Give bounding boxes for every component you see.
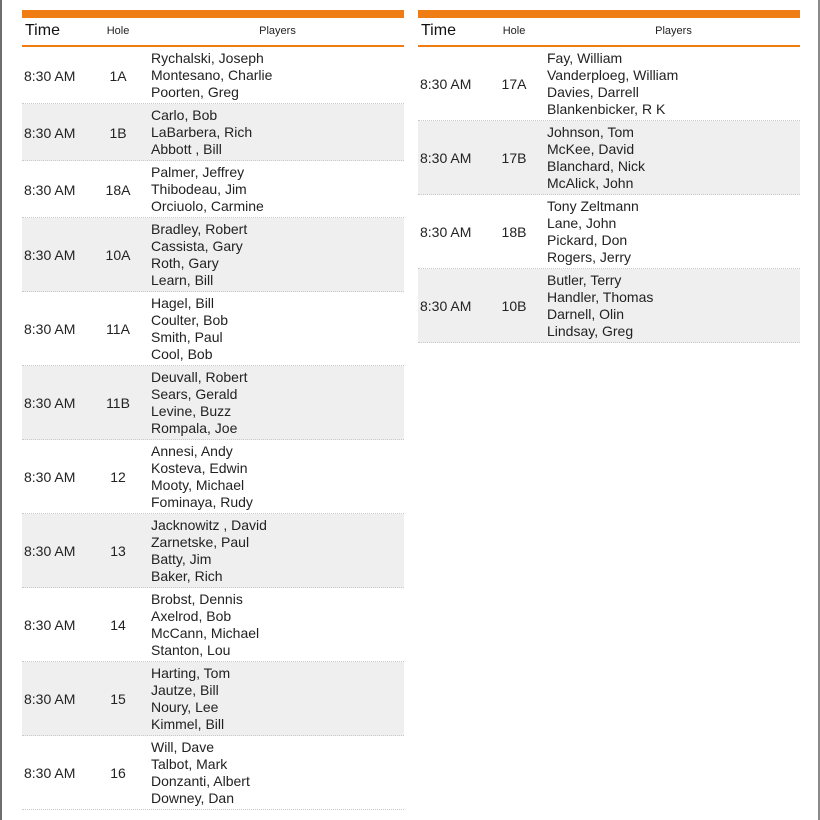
tee-time: 8:30 AM: [24, 691, 76, 707]
header-hole: Hole: [502, 25, 526, 37]
hole-number: 13: [110, 543, 126, 559]
tee-time: 8:30 AM: [420, 224, 472, 240]
pairings-table-right: [418, 10, 800, 343]
player-name: Jacknowitz , David: [151, 517, 267, 533]
header-time: Time: [25, 22, 60, 39]
table-row: [22, 588, 404, 662]
hole-number: 17A: [501, 76, 527, 92]
player-name: Poorten, Greg: [151, 84, 239, 100]
table-accent-bar: [418, 10, 800, 18]
players-list: [139, 221, 404, 289]
table-row: [22, 440, 404, 514]
player-name: Hagel, Bill: [151, 295, 215, 311]
player-name: Mooty, Michael: [151, 477, 245, 493]
tee-time: 8:30 AM: [24, 247, 76, 263]
player-name: Blankenbicker, R K: [547, 101, 666, 117]
table-row: [418, 121, 800, 195]
players-list: [139, 107, 404, 158]
player-name: Deuvall, Robert: [151, 369, 248, 385]
table-row: [22, 104, 404, 161]
player-name: Axelrod, Bob: [151, 608, 232, 624]
table-body: [418, 47, 800, 343]
player-name: Pickard, Don: [547, 232, 628, 248]
player-name: Kosteva, Edwin: [151, 460, 248, 476]
table-row: [22, 218, 404, 292]
player-name: Roth, Gary: [151, 255, 219, 271]
player-name: Palmer, Jeffrey: [151, 164, 245, 180]
player-name: Downey, Dan: [151, 790, 235, 806]
tee-time: 8:30 AM: [24, 181, 76, 198]
tee-time: 8:30 AM: [24, 124, 76, 141]
player-name: McCann, Michael: [151, 625, 260, 641]
player-name: Sears, Gerald: [151, 386, 238, 402]
hole-number: 15: [110, 691, 126, 707]
players-list: [139, 50, 404, 101]
player-name: Annesi, Andy: [151, 443, 233, 459]
table-row: [22, 366, 404, 440]
player-name: LaBarbera, Rich: [151, 124, 253, 140]
player-name: Montesano, Charlie: [151, 67, 273, 83]
players-list: [139, 164, 404, 215]
player-name: Vanderploeg, William: [547, 67, 679, 83]
tee-time: 8:30 AM: [420, 76, 472, 92]
player-name: Rogers, Jerry: [547, 249, 632, 265]
hole-number: 1A: [109, 67, 127, 84]
table-header: [418, 18, 800, 47]
tee-time: 8:30 AM: [24, 395, 76, 411]
pairings-table-left: [22, 10, 404, 810]
player-name: Rychalski, Joseph: [151, 50, 264, 66]
hole-number: 16: [110, 765, 126, 781]
player-name: Fay, William: [547, 50, 623, 66]
player-name: Noury, Lee: [151, 699, 219, 715]
players-list: [139, 295, 404, 363]
page-left-edge: [0, 0, 2, 820]
player-name: Kimmel, Bill: [151, 716, 225, 732]
players-list: [535, 50, 800, 118]
player-name: Johnson, Tom: [547, 124, 634, 140]
table-row: [418, 195, 800, 269]
player-name: Will, Dave: [151, 739, 215, 755]
players-list: [139, 443, 404, 511]
players-list: [139, 517, 404, 585]
hole-number: 11B: [106, 395, 130, 411]
player-name: Baker, Rich: [151, 568, 223, 584]
player-name: Carlo, Bob: [151, 107, 218, 123]
table-row: [22, 292, 404, 366]
tee-time: 8:30 AM: [24, 67, 76, 84]
hole-number: 11A: [106, 321, 130, 337]
player-name: Zarnetske, Paul: [151, 534, 250, 550]
table-accent-bar: [22, 10, 404, 18]
tee-time: 8:30 AM: [24, 469, 76, 485]
table-body: [22, 47, 404, 810]
tee-time: 8:30 AM: [24, 617, 76, 633]
hole-number: 14: [110, 617, 126, 633]
hole-number: 10B: [501, 298, 527, 314]
header-time: Time: [421, 22, 456, 39]
players-list: [139, 739, 404, 807]
player-name: Thibodeau, Jim: [151, 181, 247, 197]
player-name: Butler, Terry: [547, 272, 622, 288]
table-row: [22, 161, 404, 218]
player-name: Learn, Bill: [151, 272, 214, 288]
player-name: McKee, David: [547, 141, 635, 157]
hole-number: 1B: [109, 124, 127, 141]
table-row: [418, 47, 800, 121]
player-name: Orciuolo, Carmine: [151, 198, 264, 214]
header-players: Players: [655, 25, 692, 37]
tee-time: 8:30 AM: [24, 765, 76, 781]
players-list: [139, 591, 404, 659]
players-list: [535, 198, 800, 266]
player-name: Jautze, Bill: [151, 682, 219, 698]
player-name: Davies, Darrell: [547, 84, 639, 100]
hole-number: 10A: [105, 247, 131, 263]
player-name: Brobst, Dennis: [151, 591, 243, 607]
tee-time: 8:30 AM: [420, 298, 472, 314]
table-row: [418, 269, 800, 343]
header-hole: Hole: [106, 25, 130, 37]
player-name: Lindsay, Greg: [547, 323, 634, 339]
player-name: Harting, Tom: [151, 665, 231, 681]
player-name: Lane, John: [547, 215, 617, 231]
player-name: McAlick, John: [547, 175, 634, 191]
hole-number: 18A: [105, 181, 131, 198]
players-list: [139, 369, 404, 437]
table-row: [22, 662, 404, 736]
player-name: Batty, Jim: [151, 551, 212, 567]
player-name: Stanton, Lou: [151, 642, 231, 658]
table-row: [22, 47, 404, 104]
hole-number: 12: [110, 469, 126, 485]
player-name: Cool, Bob: [151, 346, 213, 362]
player-name: Bradley, Robert: [151, 221, 248, 237]
player-name: Rompala, Joe: [151, 420, 238, 436]
player-name: Darnell, Olin: [547, 306, 625, 322]
table-row: [22, 514, 404, 588]
player-name: Talbot, Mark: [151, 756, 228, 772]
table-row: [22, 736, 404, 810]
player-name: Donzanti, Albert: [151, 773, 250, 789]
table-header: [22, 18, 404, 47]
tee-time: 8:30 AM: [420, 150, 472, 166]
player-name: Levine, Buzz: [151, 403, 232, 419]
tee-time: 8:30 AM: [24, 543, 76, 559]
players-list: [139, 665, 404, 733]
tee-time: 8:30 AM: [24, 321, 76, 337]
player-name: Abbott , Bill: [151, 141, 222, 157]
player-name: Tony Zeltmann: [547, 198, 639, 214]
player-name: Cassista, Gary: [151, 238, 243, 254]
hole-number: 18B: [501, 224, 527, 240]
header-players: Players: [259, 25, 296, 37]
players-list: [535, 272, 800, 340]
hole-number: 17B: [501, 150, 527, 166]
player-name: Coulter, Bob: [151, 312, 229, 328]
players-list: [535, 124, 800, 192]
player-name: Handler, Thomas: [547, 289, 654, 305]
player-name: Blanchard, Nick: [547, 158, 646, 174]
player-name: Smith, Paul: [151, 329, 223, 345]
player-name: Fominaya, Rudy: [151, 494, 253, 510]
